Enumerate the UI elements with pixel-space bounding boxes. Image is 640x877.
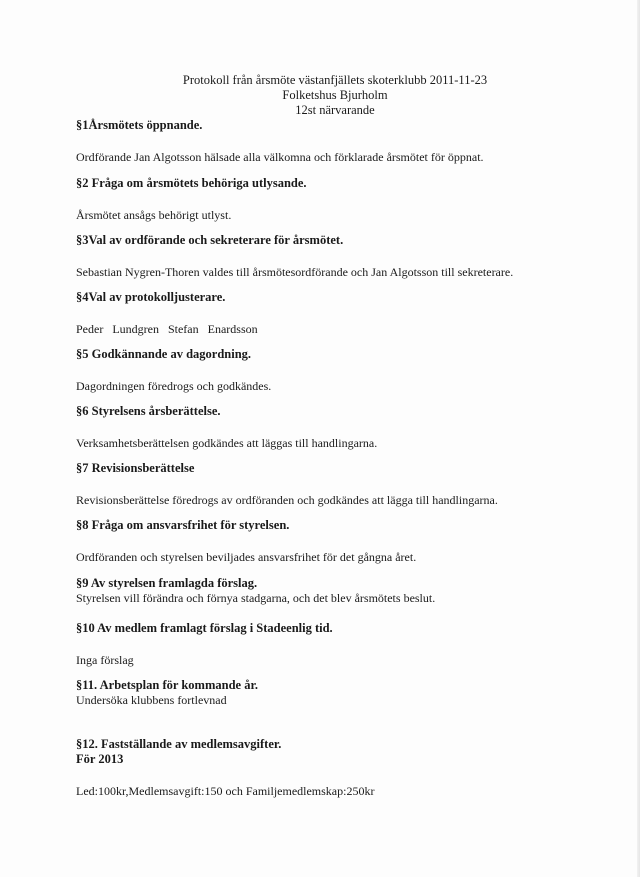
section-subheading: För 2013 xyxy=(76,752,124,766)
section-heading: §6 Styrelsens årsberättelse. xyxy=(76,404,221,418)
section-11 xyxy=(76,678,616,708)
section-body: Ordföranden och styrelsen beviljades ansvarsfrihet för det gångna året. xyxy=(76,550,417,564)
section-body: Led:100kr,Medlemsavgift:150 och Familjemedlemskap:250kr xyxy=(76,784,375,798)
section-10 xyxy=(76,621,616,668)
section-9 xyxy=(76,576,616,606)
section-heading: §11. Arbetsplan för kommande år. xyxy=(76,678,258,692)
section-12 xyxy=(76,737,616,799)
section-5 xyxy=(76,347,616,394)
section-body: Verksamhetsberättelsen godkändes att läggas till handlingarna. xyxy=(76,436,378,450)
section-7 xyxy=(76,461,616,508)
section-1 xyxy=(76,118,616,165)
section-heading: §9 Av styrelsen framlagda förslag. xyxy=(76,576,258,590)
document-venue: Folketshus Bjurholm xyxy=(282,88,388,102)
section-heading: §2 Fråga om årsmötets behöriga utlysande. xyxy=(76,176,307,190)
section-heading: §3Val av ordförande och sekreterare för årsmötet. xyxy=(76,233,344,247)
section-body: Ordförande Jan Algotsson hälsade alla välkomna och förklarade årsmötet för öppnat. xyxy=(76,150,484,164)
section-4 xyxy=(76,290,616,337)
section-body: Undersöka klubbens fortlevnad xyxy=(76,693,227,707)
section-body: Inga förslag xyxy=(76,653,134,667)
section-heading: §7 Revisionsberättelse xyxy=(76,461,195,475)
section-heading: §1Årsmötets öppnande. xyxy=(76,118,203,132)
document-header xyxy=(0,73,640,118)
section-heading: §12. Fastställande av medlemsavgifter. xyxy=(76,737,282,751)
section-body: Revisionsberättelse föredrogs av ordföranden och godkändes att lägga till handlingarna. xyxy=(76,493,498,507)
section-heading: §4Val av protokolljusterare. xyxy=(76,290,226,304)
section-heading: §5 Godkännande av dagordning. xyxy=(76,347,252,361)
section-heading: §10 Av medlem framlagt förslag i Stadeenlig tid. xyxy=(76,621,333,635)
section-2 xyxy=(76,176,616,223)
document-title: Protokoll från årsmöte västanfjällets skoterklubb 2011-11-23 xyxy=(182,73,488,87)
section-heading: §8 Fråga om ansvarsfrihet för styrelsen. xyxy=(76,518,290,532)
section-8 xyxy=(76,518,616,565)
section-body: Styrelsen vill förändra och förnya stadgarna, och det blev årsmötets beslut. xyxy=(76,591,436,605)
section-3 xyxy=(76,233,616,280)
document-attendance: 12st närvarande xyxy=(295,103,375,117)
section-6 xyxy=(76,404,616,451)
section-body: Peder Lundgren Stefan Enardsson xyxy=(76,322,258,336)
section-body: Sebastian Nygren-Thoren valdes till årsmötesordförande och Jan Algotsson till sekreterare. xyxy=(76,265,514,279)
section-body: Dagordningen föredrogs och godkändes. xyxy=(76,379,272,393)
section-body: Årsmötet ansågs behörigt utlyst. xyxy=(76,208,232,222)
